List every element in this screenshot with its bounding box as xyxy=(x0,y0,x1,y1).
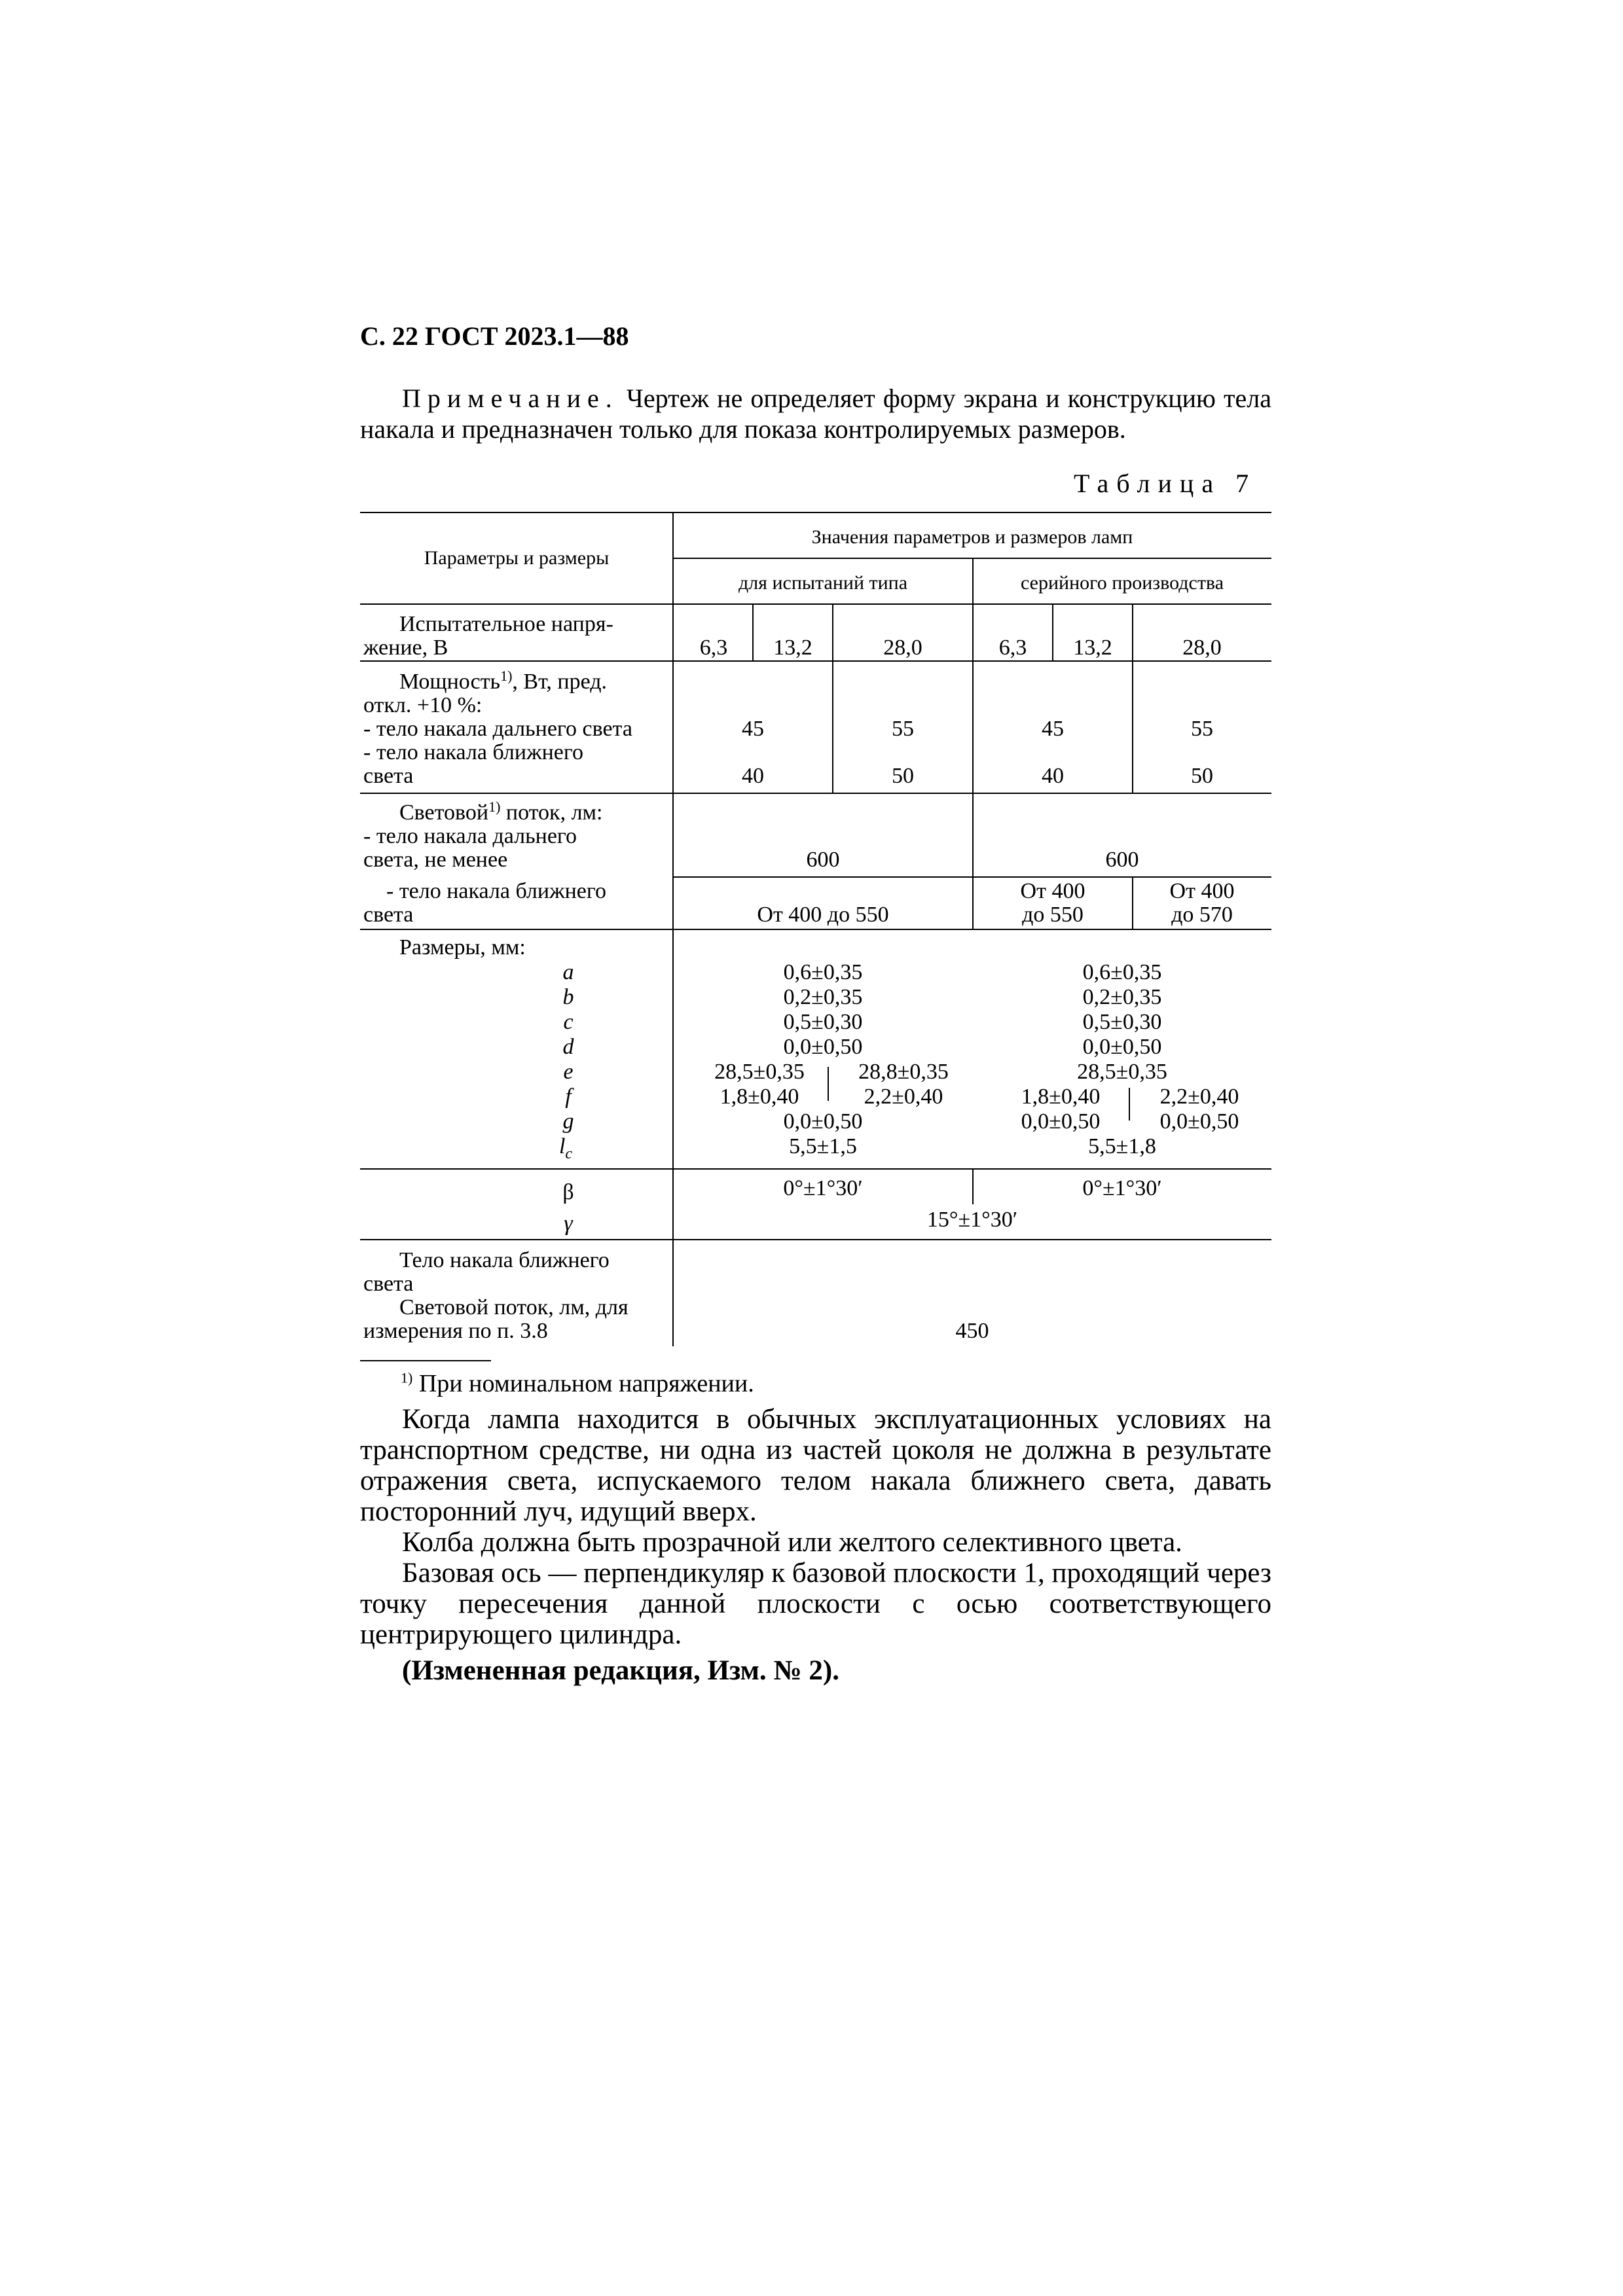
flux-near-serial-a: до 550 xyxy=(1022,903,1084,927)
beta-symbol: β xyxy=(562,1180,574,1204)
voltage-value: 13,2 xyxy=(773,636,812,660)
voltage-value: 6,3 xyxy=(699,636,728,660)
last-label-3: Световой поток, лм, для xyxy=(399,1295,629,1319)
flux-near-type-value: От 400 до 550 xyxy=(757,903,889,927)
power-far-value: 45 xyxy=(1042,717,1064,741)
body-text xyxy=(360,1404,1271,1686)
page-header: С. 22 ГОСТ 2023.1—88 xyxy=(360,321,629,351)
dim-type-value: 1,8±0,40 xyxy=(720,1085,799,1109)
voltage-value: 28,0 xyxy=(883,636,922,660)
flux-near-serial-b: От 400 xyxy=(1169,879,1235,903)
power-near-label-1: - тело накала ближнего xyxy=(363,740,583,764)
table-caption: Таблица 7 xyxy=(1074,469,1257,498)
voltage-value: 28,0 xyxy=(1182,636,1222,660)
note-paragraph xyxy=(360,383,1271,444)
dim-letter: f xyxy=(565,1085,572,1109)
gamma-symbol: γ xyxy=(564,1211,573,1236)
voltage-value: 13,2 xyxy=(1073,636,1112,660)
dim-serial-value: 1,8±0,40 xyxy=(1021,1085,1101,1109)
voltage-label-1: Испытательное напря- xyxy=(399,612,613,636)
power-near-value: 40 xyxy=(1042,764,1064,788)
voltage-value: 6,3 xyxy=(998,636,1027,660)
power-label-2: откл. +10 %: xyxy=(363,693,483,717)
power-near-value: 50 xyxy=(892,764,914,788)
paragraph: Базовая ось — перпендикуляр к базовой плоскости 1, проходящий через точку пересечения данной плоскости с осью соответствующего центрирующего цилиндра. xyxy=(360,1558,1271,1650)
footnote xyxy=(401,1369,754,1398)
note-lead: Примечание. xyxy=(402,384,619,413)
flux-near-serial-a: От 400 xyxy=(1020,879,1085,903)
dim-serial-value: 5,5±1,8 xyxy=(1088,1134,1156,1158)
beta-type-value: 0°±1°30′ xyxy=(783,1176,863,1200)
flux-far-label-1: - тело накала дальнего xyxy=(363,824,577,848)
dim-type-value: 0,0±0,50 xyxy=(783,1109,863,1134)
dim-type-value: 0,2±0,35 xyxy=(783,985,863,1009)
dim-type-value: 0,0±0,50 xyxy=(783,1035,863,1059)
head-serial: серийного производства xyxy=(1020,572,1224,594)
dim-letter-lc: $l_c$ xyxy=(558,1134,573,1162)
dim-letter: c xyxy=(563,1010,574,1034)
dim-serial-value: 0,0±0,50 xyxy=(1159,1109,1239,1134)
power-near-label-2: света xyxy=(363,764,414,788)
paragraph: Колба должна быть прозрачной или желтого селективного цвета. xyxy=(402,1527,1182,1558)
dim-serial-value: 28,5±0,35 xyxy=(1077,1060,1167,1084)
power-far-value: 45 xyxy=(742,717,764,741)
dim-serial-value: 0,2±0,35 xyxy=(1082,985,1162,1009)
dim-letter: b xyxy=(562,985,574,1009)
power-far-label: - тело накала дальнего света xyxy=(363,717,632,741)
dims-label: Размеры, мм: xyxy=(399,935,526,960)
beta-serial-value: 0°±1°30′ xyxy=(1082,1176,1162,1200)
dim-serial-value: 0,0±0,50 xyxy=(1082,1035,1162,1059)
flux-near-serial-b: до 570 xyxy=(1171,903,1233,927)
head-type: для испытаний типа xyxy=(738,572,908,594)
dim-type-value: 0,5±0,30 xyxy=(783,1010,863,1034)
parameters-table xyxy=(360,512,1271,1356)
power-far-value: 55 xyxy=(1191,717,1213,741)
amendment-note: (Измененная редакция, Изм. № 2). xyxy=(402,1655,839,1686)
power-label-1: Мощность$^{1)}$, Вт, пред. xyxy=(399,668,608,694)
dim-letter: g xyxy=(562,1109,574,1134)
head-values: Значения параметров и размеров ламп xyxy=(811,526,1133,548)
dim-serial-value: 2,2±0,40 xyxy=(1159,1085,1239,1109)
flux-far-value: 600 xyxy=(806,848,840,872)
footnote-divider xyxy=(360,1360,491,1361)
footnote-mark: 1) xyxy=(401,1369,413,1386)
dim-letter: e xyxy=(563,1060,574,1084)
dim-serial-value: 0,6±0,35 xyxy=(1082,960,1162,984)
last-label-4: измерения по п. 3.8 xyxy=(363,1319,548,1343)
dim-type-value: 28,5±0,35 xyxy=(714,1060,805,1084)
dim-type-value: 28,8±0,35 xyxy=(858,1060,949,1084)
dim-letter: d xyxy=(562,1035,574,1059)
dim-type-value: 5,5±1,5 xyxy=(789,1134,857,1158)
flux-label: Световой$^{1)}$ поток, лм: xyxy=(399,798,603,825)
paragraph: Когда лампа находится в обычных эксплуатационных условиях на транспортном средстве, ни одна из частей цоколя не должна в результате отражения света, испускаемого телом накала ближнего света, давать посторонний луч, идущий вверх. xyxy=(360,1404,1271,1527)
flux-near-label-1: - тело накала ближнего xyxy=(386,879,606,903)
last-label-1: Тело накала ближнего xyxy=(399,1248,610,1272)
power-near-value: 40 xyxy=(742,764,764,788)
flux-far-value: 600 xyxy=(1105,848,1139,872)
dim-type-value: 0,6±0,35 xyxy=(783,960,863,984)
gamma-value: 15°±1°30′ xyxy=(926,1208,1018,1232)
flux-near-label-2: света xyxy=(363,903,414,927)
note-text: Чертеж не определяет форму экрана и конструкцию тела накала и предназначен только для показа контролируемых размеров. xyxy=(360,384,1271,444)
dim-letter: a xyxy=(562,960,574,984)
power-near-value: 50 xyxy=(1191,764,1213,788)
flux-far-label-2: света, не менее xyxy=(363,848,508,872)
dim-serial-value: 0,5±0,30 xyxy=(1082,1010,1162,1034)
footnote-text: При номинальном напряжении. xyxy=(412,1370,754,1397)
power-far-value: 55 xyxy=(892,717,914,741)
last-label-2: света xyxy=(363,1272,414,1296)
dim-serial-value: 0,0±0,50 xyxy=(1021,1109,1101,1134)
head-param: Параметры и размеры xyxy=(424,547,610,569)
last-value: 450 xyxy=(955,1319,989,1343)
dim-type-value: 2,2±0,40 xyxy=(864,1085,943,1109)
voltage-label-2: жение, В xyxy=(363,636,448,660)
